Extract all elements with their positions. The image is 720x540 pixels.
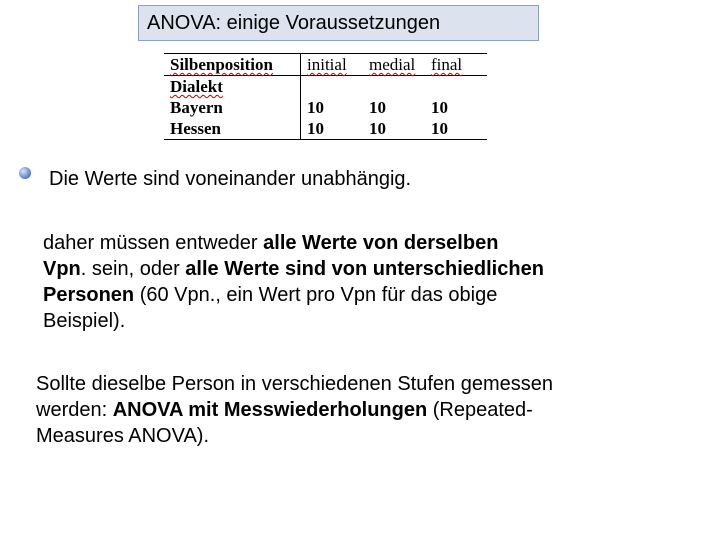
table-cell: 10	[307, 98, 324, 117]
paragraph-independence	[43, 230, 544, 334]
table-cell: 10	[369, 98, 386, 117]
paragraph-line: Personen (60 Vpn., ein Wert pro Vpn für das obige	[43, 284, 498, 306]
paragraph-line: daher müssen entweder alle Werte von derselben	[43, 232, 499, 254]
paragraph-line: Sollte dieselbe Person in verschiedenen Stufen gemessen	[36, 373, 553, 395]
table-cell: 10	[301, 118, 364, 140]
table-header-medial: medial	[363, 54, 425, 76]
table-header-row	[164, 54, 487, 76]
table-cell: 10	[363, 118, 425, 140]
paragraph-line: Vpn. sein, oder alle Werte sind von unterschiedlichen	[43, 258, 544, 280]
table-header-initial: initial	[301, 54, 364, 76]
paragraph-repeated-measures	[36, 371, 553, 449]
slide-title-text: ANOVA: einige Voraussetzungen	[147, 12, 441, 34]
paragraph-line: Measures ANOVA).	[36, 425, 210, 447]
table-header-factor: Silbenposition	[164, 54, 301, 76]
bullet-text: Die Werte sind voneinander unabhängig.	[49, 168, 412, 190]
table-subheader: Dialekt	[164, 76, 301, 98]
design-table	[164, 53, 487, 140]
table-row	[164, 97, 487, 118]
table-row-label: Hessen	[164, 118, 301, 140]
table-cell: 10	[431, 98, 448, 117]
paragraph-line: werden: ANOVA mit Messwiederholungen (Repeated-	[36, 399, 533, 421]
table-row	[164, 118, 487, 140]
table-header-final: final	[425, 54, 487, 76]
paragraph-line: Beispiel).	[43, 310, 126, 332]
table-subheader-row	[164, 76, 487, 98]
table-row-label: Bayern	[164, 97, 301, 118]
slide-title	[138, 5, 539, 41]
table-cell: 10	[425, 118, 487, 140]
bullet-icon	[19, 167, 31, 179]
